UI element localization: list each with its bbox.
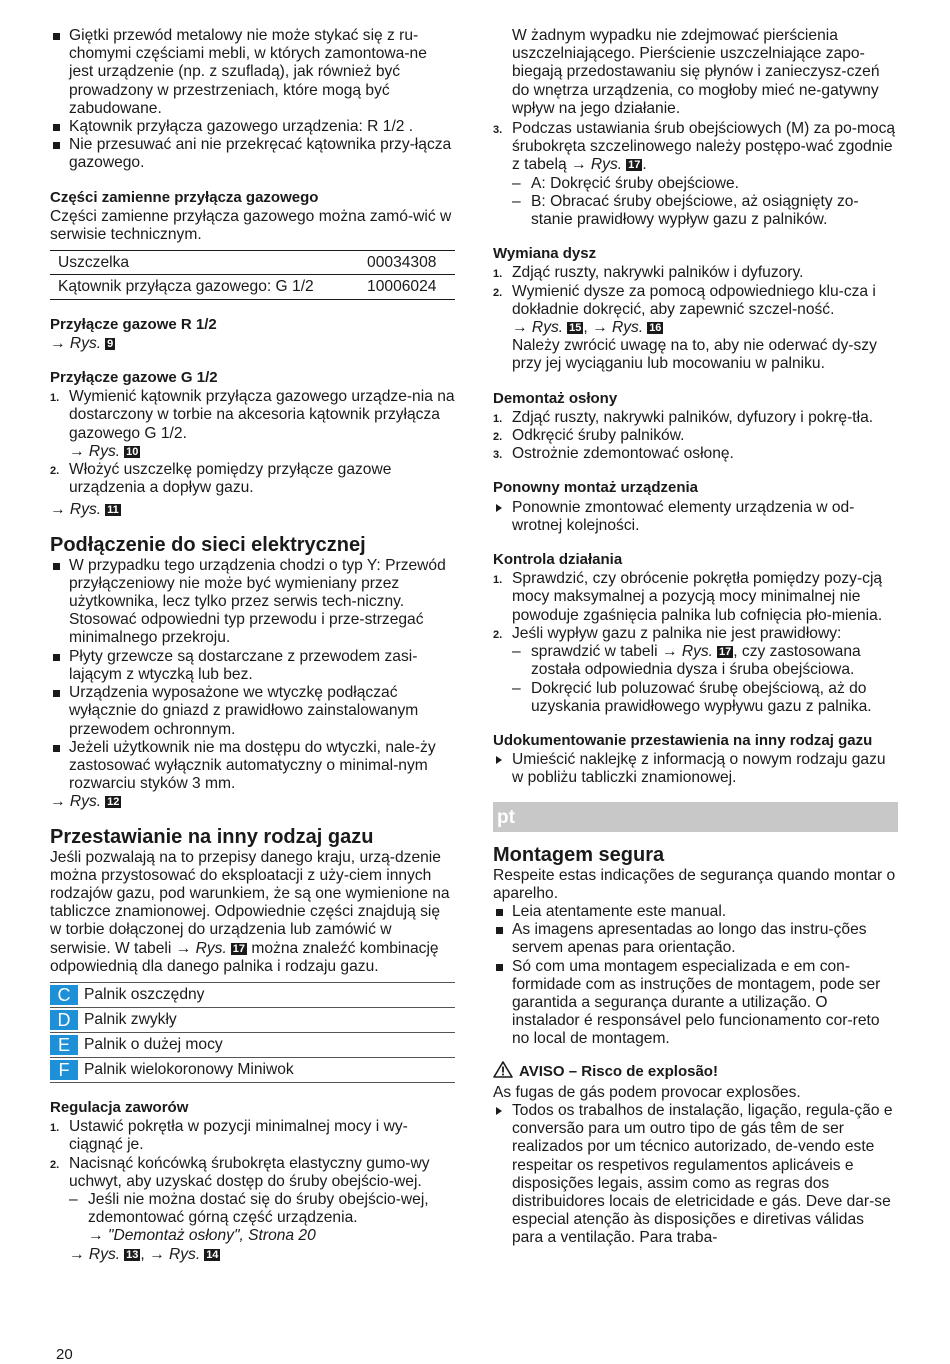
figure-number: 17 (628, 159, 641, 172)
figure-number: 17 (719, 646, 732, 659)
figure-number: 11 (107, 504, 119, 517)
bullet-item: Jeżeli użytkownik nie ma dostępu do wtyczki, nale-ży zastosować wyłącznik automatyczny o minimal-nym rozwarciu styków 3 mm. (50, 739, 455, 794)
figure-number: 13 (126, 1248, 139, 1261)
burner-letter: E (50, 1035, 78, 1055)
section-heading-nozzles: Wymiana dysz (493, 245, 597, 263)
bullet-item: Só com uma montagem especializada e em con-formidade com as instruções de montagem, pode ser garantida a segurança durante a utilização. O instalador é responsável pelo funcionamento cor-reto no local de montagem. (493, 958, 898, 1049)
figure-number: 14 (206, 1248, 219, 1261)
figure-reference: → Rys. 10 (69, 442, 139, 460)
numbered-step: 1. Ustawić pokrętła w pozycji minimalnej mocy i wy-ciągnąć je. (50, 1118, 408, 1154)
left-column (50, 27, 455, 1264)
numbered-step: 2. Nacisnąć końcówką śrubokręta elastyczny gumo-wy uchwyt, aby uzyskać dostęp do śruby obejścio-wej. (50, 1154, 430, 1190)
gas-conversion-text: Jeśli pozwalają na to przepisy danego kraju, urzą-dzenie można przystosować do eksploatacji z uży-ciem innych rodzajów gazu, pod warunkiem, że są one wymienione na tabliczce znamionowej. Odpowiednie części znajdują się w torbie dołączonej do urządzenia lub zamówić w serwisie. W tabeli → Rys. 17 można znaleźć kombinację odpowiednią dla danego palnika i rodzaju gazu. (50, 848, 450, 975)
bullet-item: Urządzenia wyposażone we wtyczkę podłączać wyłącznie do gniazd z prawidłowo zainstalowanym przewodem ochronnym. (50, 684, 455, 739)
table-row (50, 1057, 455, 1082)
warning-triangle-icon (493, 1061, 513, 1083)
nozzle-note: Należy zwrócić uwagę na to, aby nie oderwać dy-szy przy jej wyciąganiu lub mocowaniu w palniku. (512, 337, 877, 373)
figure-reference: → Rys. 12 (50, 793, 120, 811)
figure-reference: → Rys. 9 (50, 334, 114, 352)
bullet-item: Nie przesuwać ani nie przekręcać kątownika przy-łącza gazowego. (50, 136, 455, 172)
action-item: Todos os trabalhos de instalação, ligação, regula-ção e conversão para um outro tipo de gás têm de ser realizados por um técnico autorizado, de-vendo este respeitar os respetivos regulamentos aplicáveis e disposições legais, assim como as regras dos distribuidores locais de eletricidade e gás. Deve dar-se especial atenção às disposições e diretivas válidas para a ventilação. Para traba- (493, 1102, 898, 1248)
bullet-item: As imagens apresentadas ao longo das instru-ções servem apenas para orientação. (493, 921, 898, 957)
figure-number: 9 (107, 337, 114, 350)
figure-number: 10 (126, 445, 139, 458)
pt-intro: Respeite estas indicações de segurança quando montar o aparelho. (493, 866, 896, 902)
table-row (50, 1032, 455, 1057)
dash-item: – A: Dokręcić śruby obejściowe. (493, 175, 898, 193)
figure-reference: → Rys. 11 (50, 501, 119, 519)
burner-name: Palnik zwykły (78, 1007, 455, 1032)
section-heading-g12: Przyłącze gazowe G 1/2 (50, 369, 218, 387)
section-heading-gas-conversion: Przestawianie na inny rodzaj gazu (50, 825, 374, 848)
section-heading-spare-parts: Części zamienne przyłącza gazowego (50, 188, 319, 206)
bullet-item: Giętki przewód metalowy nie może stykać się z ru-chomymi częściami mebli, w których zamontowa-ne jest urządzenie (np. z szufladą), jak również być prowadzony w przestrzeniach, które mogą być zabudowane. (50, 27, 455, 118)
numbered-step: 2. Wymienić dysze za pomocą odpowiedniego klu-cza i dokładnie dokręcić, aby zapewnić szczel-ność. → Rys. 15 , → Rys. 16 Należy zwrócić uwagę na to, aby nie oderwać dy-szy przy jej wyciąganiu lub mocowaniu w palniku. (493, 283, 898, 374)
dash-item: – Jeśli nie można dostać się do śruby obejścio-wej, zdemontować górną część urządzenia. → "Demontaż osłony", Strona 20 (50, 1191, 455, 1246)
part-name: Uszczelka (50, 251, 353, 275)
table-row (50, 251, 455, 275)
bullet-item: W przypadku tego urządzenia chodzi o typ Y: Przewód przyłączeniowy nie może być wymieniany przez użytkownika, lecz tylko przez serwis tech-niczny. Stosować odpowiedni typ przewodu i prze-strzegać minimalnego przekroju. (50, 557, 455, 648)
table-row (50, 1007, 455, 1032)
numbered-step: 2. Jeśli wypływ gazu z palnika nie jest prawidłowy: (493, 624, 842, 642)
figure-reference: → Rys. 15 , → Rys. 16 (512, 319, 662, 337)
dash-item: – sprawdzić w tabeli → Rys. 17 , czy zastosowana została odpowiednia dysza i śruba obejściowa. (493, 643, 898, 679)
part-code: 10006024 (353, 275, 455, 299)
section-heading-function-check: Kontrola działania (493, 551, 623, 569)
numbered-step: 2. Odkręcić śruby palników. (493, 427, 685, 445)
burner-table (50, 982, 455, 1083)
section-heading-cover: Demontaż osłony (493, 389, 618, 407)
cross-reference: → "Demontaż osłony", Strona 20 (88, 1227, 316, 1245)
numbered-step: 1. Wymienić kątownik przyłącza gazowego urządze-nia na dostarczony w torbie na akcesoria kątownik przyłącza gazowego G 1/2. → Rys. 10 (50, 388, 455, 460)
action-item: Umieścić naklejkę z informacją o nowym rodzaju gazu w pobliżu tabliczki znamionowej. (493, 751, 898, 787)
burner-letter: C (50, 985, 78, 1005)
dash-item: – B: Obracać śruby obejściowe, aż osiągnięty zo-stanie prawidłowy wypływ gazu z palników. (493, 193, 898, 229)
spare-parts-text: Części zamienne przyłącza gazowego można zamó-wić w serwisie technicznym. (50, 207, 452, 244)
section-heading-remount: Ponowny montaż urządzenia (493, 479, 699, 497)
numbered-step: 3. Podczas ustawiania śrub obejściowych (M) za po-mocą śrubokręta szczelinowego należy postępo-wać zgodnie z tabelą → Rys. 17 . (493, 120, 896, 174)
section-heading-r12: Przyłącze gazowe R 1/2 (50, 315, 217, 333)
language-bar: pt (493, 802, 898, 832)
part-code: 00034308 (353, 251, 455, 275)
burner-name: Palnik oszczędny (78, 982, 455, 1007)
figure-number: 16 (649, 322, 662, 335)
spare-parts-table (50, 250, 455, 299)
section-heading-safe-installation: Montagem segura (493, 843, 665, 866)
burner-letter: D (50, 1010, 78, 1030)
bullet-item: Kątownik przyłącza gazowego urządzenia: R 1/2 . (50, 118, 455, 136)
figure-number: 17 (232, 942, 246, 955)
section-heading-electrical: Podłączenie do sieci elektrycznej (50, 533, 366, 556)
action-item: Ponownie zmontować elementy urządzenia w od-wrotnej kolejności. (493, 499, 898, 535)
numbered-step: 1. Sprawdzić, czy obrócenie pokrętła pomiędzy pozy-cją mocy maksymalnej a pozycją mocy minimalnej nie powoduje zgaśnięcia palnika lub cofnięcia pło-mienia. (493, 570, 883, 624)
bullet-item: Płyty grzewcze są dostarczane z przewodem zasi-lającym z wtyczką lub bez. (50, 648, 455, 684)
numbered-step: 3. Ostrożnie zdemontować osłonę. (493, 445, 734, 463)
figure-number: 15 (569, 322, 582, 335)
section-heading-valves: Regulacja zaworów (50, 1098, 189, 1116)
burner-name: Palnik wielokoronowy Miniwok (78, 1057, 455, 1082)
numbered-step: 2. Włożyć uszczelkę pomiędzy przyłącze gazowe urządzenia a dopływ gazu. (50, 461, 392, 497)
figure-number: 12 (107, 796, 120, 809)
numbered-step: 1. Zdjąć ruszty, nakrywki palników i dyfuzory. (493, 264, 804, 282)
table-row (50, 982, 455, 1007)
right-column (493, 27, 898, 1248)
burner-name: Palnik o dużej mocy (78, 1032, 455, 1057)
dash-item: – Dokręcić lub poluzować śrubę obejściową, aż do uzyskania prawidłowego wypływu gazu z palnika. (493, 680, 898, 716)
seal-note: W żadnym wypadku nie zdejmować pierścienia uszczelniającego. Pierścienie uszczelniające zapo-biegają przedostawaniu się płynów i zanieczysz-czeń do wnętrza urządzenia, co mogłoby mieć ne-gatywny wpływ na jego działanie. (512, 27, 880, 117)
bullet-item: Leia atentamente este manual. (493, 903, 898, 921)
part-name: Kątownik przyłącza gazowego: G 1/2 (50, 275, 353, 299)
warning-heading: AVISO – Risco de explosão! (493, 1061, 898, 1083)
burner-letter: F (50, 1060, 78, 1080)
section-heading-documentation: Udokumentowanie przestawienia na inny rodzaj gazu (493, 731, 873, 749)
table-row (50, 275, 455, 299)
numbered-step: 1. Zdjąć ruszty, nakrywki palników, dyfuzory i pokrę-tła. (493, 408, 874, 426)
page-number: 20 (56, 1346, 73, 1363)
warning-text: As fugas de gás podem provocar explosões. (493, 1083, 801, 1101)
figure-reference: → Rys. 13 , → Rys. 14 (69, 1245, 219, 1263)
